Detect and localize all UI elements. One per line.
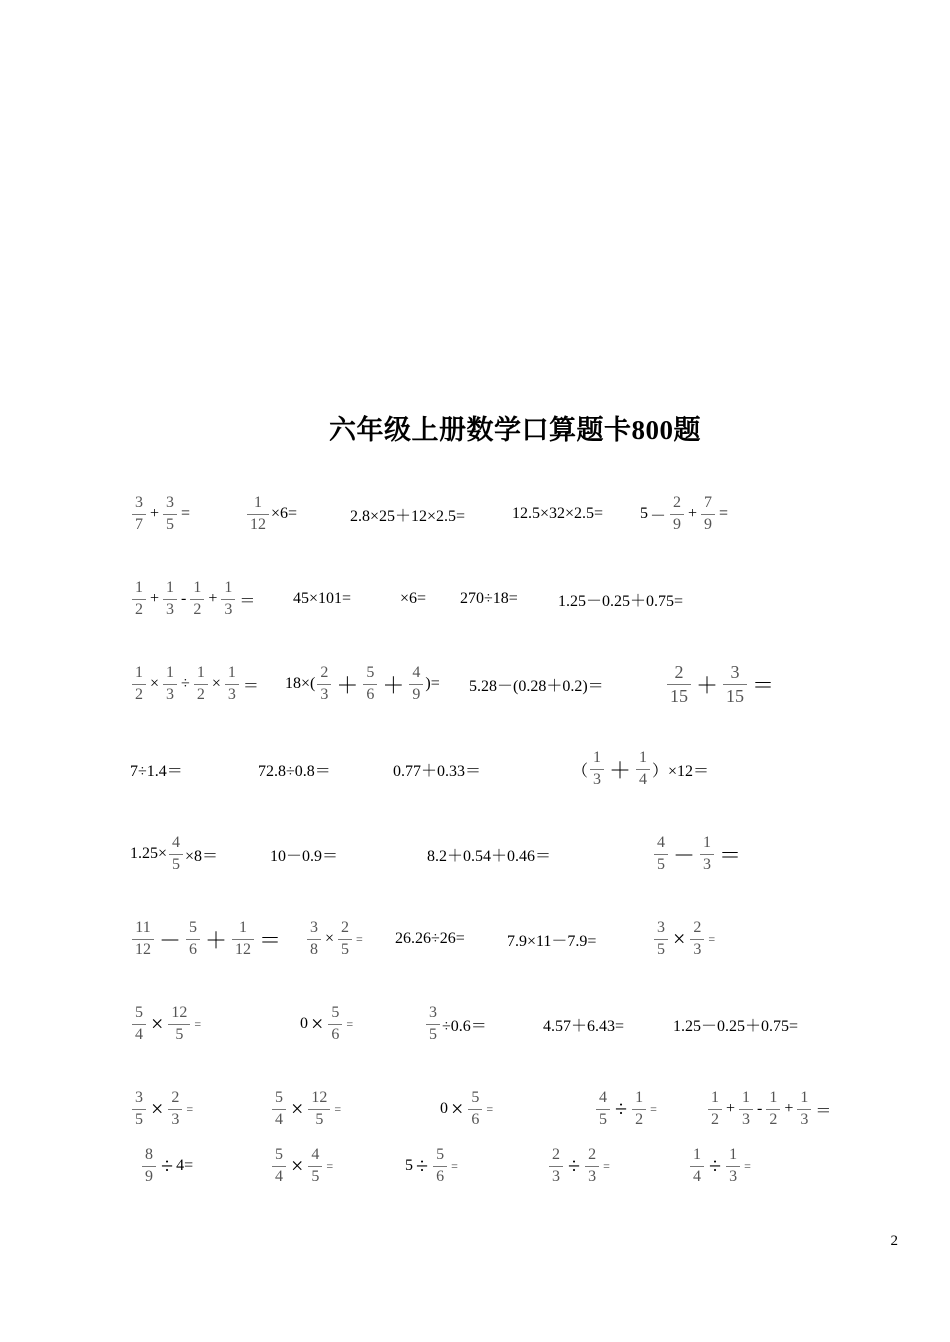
expression-text: 4.57＋6.43= bbox=[543, 1017, 625, 1035]
math-problem bbox=[469, 652, 604, 716]
fraction bbox=[132, 1090, 146, 1129]
operator: × bbox=[151, 1011, 164, 1036]
fraction-denominator: 15 bbox=[726, 685, 745, 706]
fraction-numerator: 12 bbox=[171, 1003, 188, 1021]
math-problem bbox=[300, 992, 355, 1056]
operator: = bbox=[181, 505, 191, 522]
fraction-denominator: 9 bbox=[145, 1167, 153, 1185]
math-problem bbox=[285, 652, 440, 716]
math-problem bbox=[130, 652, 261, 716]
fraction-numerator: 3 bbox=[429, 1003, 437, 1021]
expression-text: （ bbox=[572, 762, 589, 780]
math-problem bbox=[640, 482, 730, 546]
expression-text: 18×( bbox=[285, 675, 316, 692]
fraction-numerator: 1 bbox=[135, 663, 143, 681]
fraction-denominator: 2 bbox=[635, 1110, 644, 1128]
expression-text: 5 bbox=[640, 505, 648, 522]
fraction-denominator: 3 bbox=[693, 940, 702, 958]
fraction bbox=[132, 920, 154, 959]
math-problem bbox=[130, 482, 192, 546]
fraction-numerator: 4 bbox=[172, 833, 181, 851]
operator: + bbox=[784, 1100, 794, 1117]
fraction bbox=[654, 920, 668, 959]
expression-text: ）×12＝ bbox=[652, 762, 710, 780]
expression-text: 8.2＋0.54＋0.46＝ bbox=[427, 847, 552, 865]
operator: ÷ bbox=[709, 1153, 722, 1178]
fraction-denominator: 2 bbox=[193, 600, 202, 618]
operator: ＋ bbox=[609, 757, 632, 783]
expression-text: 1.25× bbox=[130, 845, 168, 862]
problem-row bbox=[0, 822, 950, 886]
math-problem bbox=[652, 822, 744, 886]
fraction-denominator: 3 bbox=[166, 600, 175, 618]
fraction-numerator: 1 bbox=[224, 578, 233, 596]
expression-text: 0 bbox=[440, 1100, 448, 1117]
fraction bbox=[590, 750, 604, 789]
fraction bbox=[739, 1090, 753, 1129]
fraction bbox=[308, 1090, 330, 1129]
page-title: 六年级上册数学口算题卡800题 bbox=[329, 415, 701, 445]
operator: ÷ bbox=[161, 1153, 174, 1178]
math-problem bbox=[350, 482, 465, 546]
fraction-numerator: 5 bbox=[275, 1088, 283, 1106]
math-problem bbox=[673, 992, 798, 1056]
fraction bbox=[307, 920, 321, 959]
fraction-numerator: 1 bbox=[193, 578, 202, 596]
operator: - bbox=[181, 590, 187, 607]
fraction-numerator: 1 bbox=[166, 578, 175, 596]
fraction-denominator: 6 bbox=[189, 940, 198, 958]
fraction-numerator: 1 bbox=[635, 1088, 644, 1106]
fraction bbox=[338, 920, 352, 959]
fraction bbox=[701, 495, 715, 534]
expression-text: 26.26÷26= bbox=[395, 930, 465, 947]
operator: + bbox=[150, 505, 160, 522]
fraction bbox=[797, 1090, 811, 1129]
operator: ＋ bbox=[382, 672, 405, 698]
fraction bbox=[596, 1090, 610, 1129]
math-problem bbox=[460, 567, 518, 631]
expression-text: 1.25－0.25＋0.75= bbox=[673, 1017, 799, 1035]
fraction-numerator: 2 bbox=[674, 661, 684, 682]
fraction bbox=[409, 665, 423, 704]
fraction bbox=[168, 1090, 182, 1129]
fraction-numerator: 11 bbox=[135, 918, 151, 936]
fraction-numerator: 12 bbox=[311, 1088, 328, 1106]
operator: × bbox=[150, 675, 160, 692]
fraction bbox=[363, 665, 377, 704]
operator: ＝ bbox=[815, 1102, 832, 1120]
expression-text: ×6= bbox=[400, 590, 427, 607]
fraction-denominator: 5 bbox=[599, 1110, 607, 1128]
expression-text: 0.77＋0.33＝ bbox=[393, 762, 482, 780]
expression-text: 7.9×11－7.9= bbox=[507, 932, 597, 950]
operator: = bbox=[708, 931, 716, 946]
math-problem bbox=[245, 482, 297, 546]
math-problem bbox=[572, 737, 709, 801]
operator: ÷ bbox=[615, 1096, 628, 1121]
fraction-numerator: 1 bbox=[227, 663, 236, 681]
fraction bbox=[247, 495, 269, 534]
math-problem bbox=[512, 482, 603, 546]
fraction-denominator: 5 bbox=[657, 940, 665, 958]
expression-text: 12.5×32×2.5= bbox=[512, 505, 604, 522]
operator: ＝ bbox=[752, 672, 775, 698]
operator: － bbox=[650, 507, 667, 525]
fraction-denominator: 3 bbox=[224, 600, 233, 618]
fraction bbox=[708, 1090, 722, 1129]
expression-text: )= bbox=[425, 675, 440, 692]
fraction-denominator: 5 bbox=[166, 515, 175, 533]
fraction bbox=[426, 1005, 440, 1044]
fraction-numerator: 1 bbox=[196, 663, 205, 681]
fraction-numerator: 4 bbox=[657, 833, 665, 851]
math-problem bbox=[558, 567, 683, 631]
operator: = bbox=[603, 1158, 610, 1173]
math-problem bbox=[270, 1134, 335, 1198]
fraction-numerator: 1 bbox=[239, 918, 248, 936]
fraction bbox=[132, 665, 146, 704]
problem-row bbox=[0, 907, 950, 971]
fraction bbox=[232, 920, 254, 959]
fraction-numerator: 4 bbox=[599, 1088, 607, 1106]
fraction-denominator: 2 bbox=[135, 685, 143, 703]
fraction-denominator: 5 bbox=[172, 855, 181, 873]
fraction-numerator: 2 bbox=[673, 493, 682, 511]
math-problem bbox=[400, 567, 426, 631]
math-problem bbox=[270, 1077, 343, 1141]
fraction bbox=[186, 920, 200, 959]
fraction-numerator: 4 bbox=[311, 1145, 320, 1163]
fraction bbox=[585, 1147, 599, 1186]
math-problem bbox=[258, 737, 331, 801]
fraction-denominator: 3 bbox=[729, 1167, 738, 1185]
expression-text: 2.8×25＋12×2.5= bbox=[350, 507, 466, 525]
operator: ＋ bbox=[696, 672, 719, 698]
problem-row bbox=[0, 652, 950, 716]
fraction-numerator: 3 bbox=[135, 1088, 143, 1106]
expression-text: 0 bbox=[300, 1015, 308, 1032]
fraction-numerator: 2 bbox=[552, 1145, 560, 1163]
fraction-denominator: 3 bbox=[588, 1167, 597, 1185]
fraction-denominator: 5 bbox=[135, 1110, 143, 1128]
math-problem bbox=[594, 1077, 659, 1141]
fraction-denominator: 6 bbox=[471, 1110, 480, 1128]
fraction-denominator: 6 bbox=[366, 685, 375, 703]
expression-text: 1.25－0.25＋0.75= bbox=[558, 592, 684, 610]
expression-text: ×6= bbox=[271, 505, 298, 522]
math-problem bbox=[395, 907, 465, 971]
fraction bbox=[700, 835, 714, 874]
fraction bbox=[690, 920, 704, 959]
fraction bbox=[726, 1147, 740, 1186]
expression-text: ×8＝ bbox=[185, 847, 219, 865]
math-problem bbox=[130, 907, 284, 971]
fraction-denominator: 7 bbox=[135, 515, 143, 533]
operator: × bbox=[211, 675, 221, 692]
fraction bbox=[654, 835, 668, 874]
fraction-numerator: 1 bbox=[711, 1088, 719, 1106]
expression-text: 7÷1.4＝ bbox=[130, 762, 183, 780]
operator: × bbox=[451, 1096, 464, 1121]
fraction-numerator: 2 bbox=[171, 1088, 180, 1106]
fraction-denominator: 4 bbox=[135, 1025, 143, 1043]
operator: = bbox=[334, 1101, 342, 1116]
operator: × bbox=[291, 1096, 304, 1121]
fraction bbox=[168, 1005, 190, 1044]
operator: = bbox=[486, 1101, 494, 1116]
problem-row bbox=[0, 737, 950, 801]
math-problem bbox=[507, 907, 596, 971]
fraction-denominator: 2 bbox=[711, 1110, 719, 1128]
fraction bbox=[667, 663, 691, 706]
fraction-numerator: 3 bbox=[310, 918, 318, 936]
operator: = bbox=[326, 1158, 334, 1173]
operator: + bbox=[726, 1100, 736, 1117]
expression-text: 10－0.9＝ bbox=[270, 847, 339, 865]
fraction-denominator: 3 bbox=[703, 855, 712, 873]
math-problem bbox=[543, 992, 624, 1056]
math-problem bbox=[665, 652, 777, 716]
expression-text: 270÷18= bbox=[460, 590, 518, 607]
fraction-numerator: 8 bbox=[145, 1145, 153, 1163]
operator: － bbox=[673, 842, 696, 868]
math-problem bbox=[130, 737, 183, 801]
fraction-denominator: 9 bbox=[704, 515, 713, 533]
fraction bbox=[766, 1090, 780, 1129]
fraction-denominator: 4 bbox=[639, 770, 648, 788]
fraction-denominator: 2 bbox=[135, 600, 143, 618]
fraction bbox=[272, 1090, 286, 1129]
fraction-denominator: 5 bbox=[175, 1025, 184, 1043]
fraction bbox=[194, 665, 208, 704]
operator: ＋ bbox=[205, 927, 228, 953]
fraction-denominator: 15 bbox=[670, 685, 688, 706]
operator: ＋ bbox=[336, 672, 359, 698]
fraction-numerator: 1 bbox=[693, 1145, 701, 1163]
fraction bbox=[468, 1090, 482, 1129]
math-problem bbox=[393, 737, 481, 801]
fraction-denominator: 5 bbox=[657, 855, 665, 873]
fraction-numerator: 1 bbox=[593, 748, 602, 766]
operator: ÷ bbox=[568, 1153, 581, 1178]
fraction bbox=[690, 1147, 704, 1186]
fraction-numerator: 5 bbox=[366, 663, 375, 681]
fraction bbox=[190, 580, 204, 619]
fraction-numerator: 7 bbox=[704, 493, 713, 511]
fraction-denominator: 3 bbox=[800, 1110, 809, 1128]
fraction-denominator: 12 bbox=[250, 515, 266, 533]
fraction bbox=[328, 1005, 342, 1044]
expression-text: 5.28－(0.28＋0.2)＝ bbox=[469, 677, 604, 695]
operator: = bbox=[744, 1158, 751, 1173]
fraction bbox=[132, 580, 146, 619]
fraction-numerator: 4 bbox=[412, 663, 421, 681]
math-problem bbox=[270, 822, 338, 886]
fraction-denominator: 2 bbox=[769, 1110, 778, 1128]
page-number: 2 bbox=[890, 1233, 898, 1249]
problem-row bbox=[0, 1134, 950, 1198]
fraction-denominator: 3 bbox=[320, 685, 329, 703]
operator: - bbox=[757, 1100, 763, 1117]
fraction-denominator: 4 bbox=[693, 1167, 701, 1185]
operator: + bbox=[150, 590, 160, 607]
fraction-numerator: 3 bbox=[657, 918, 665, 936]
fraction bbox=[632, 1090, 646, 1129]
fraction-numerator: 2 bbox=[320, 663, 329, 681]
fraction-numerator: 5 bbox=[189, 918, 198, 936]
math-problem bbox=[130, 567, 257, 631]
fraction bbox=[433, 1147, 447, 1186]
operator: － bbox=[159, 927, 182, 953]
fraction-numerator: 1 bbox=[166, 663, 175, 681]
operator: ÷ bbox=[181, 675, 190, 692]
fraction-numerator: 1 bbox=[742, 1088, 751, 1106]
math-problem bbox=[547, 1134, 612, 1198]
fraction-denominator: 3 bbox=[593, 770, 602, 788]
expression-text: 72.8÷0.8＝ bbox=[258, 762, 331, 780]
expression-text: 4= bbox=[176, 1157, 194, 1174]
operator: = bbox=[451, 1158, 458, 1173]
fraction-numerator: 3 bbox=[135, 493, 143, 511]
fraction-numerator: 5 bbox=[436, 1145, 445, 1163]
math-problem bbox=[688, 1134, 753, 1198]
operator: ＝ bbox=[239, 592, 256, 610]
fraction-numerator: 2 bbox=[341, 918, 350, 936]
fraction-denominator: 6 bbox=[436, 1167, 445, 1185]
operator: = bbox=[194, 1016, 202, 1031]
math-problem bbox=[427, 822, 551, 886]
fraction bbox=[142, 1147, 156, 1186]
fraction bbox=[163, 580, 177, 619]
fraction-denominator: 9 bbox=[673, 515, 682, 533]
fraction-numerator: 2 bbox=[693, 918, 702, 936]
fraction bbox=[132, 1005, 146, 1044]
math-problem bbox=[652, 907, 717, 971]
fraction bbox=[225, 665, 239, 704]
fraction bbox=[132, 495, 146, 534]
operator: × bbox=[673, 926, 686, 951]
math-problem bbox=[440, 1077, 495, 1141]
fraction-numerator: 1 bbox=[703, 833, 712, 851]
fraction-denominator: 5 bbox=[315, 1110, 324, 1128]
fraction-numerator: 1 bbox=[135, 578, 143, 596]
fraction-numerator: 5 bbox=[471, 1088, 480, 1106]
math-problem bbox=[130, 822, 218, 886]
expression-text: 45×101= bbox=[293, 590, 352, 607]
fraction-denominator: 4 bbox=[275, 1110, 283, 1128]
fraction-denominator: 3 bbox=[227, 685, 236, 703]
fraction-denominator: 3 bbox=[742, 1110, 751, 1128]
fraction-denominator: 12 bbox=[135, 940, 151, 958]
fraction-denominator: 2 bbox=[196, 685, 205, 703]
fraction bbox=[221, 580, 235, 619]
fraction-numerator: 5 bbox=[275, 1145, 283, 1163]
fraction-denominator: 5 bbox=[311, 1167, 320, 1185]
fraction-numerator: 5 bbox=[331, 1003, 340, 1021]
fraction-numerator: 1 bbox=[800, 1088, 809, 1106]
fraction bbox=[163, 665, 177, 704]
fraction-denominator: 12 bbox=[235, 940, 252, 958]
fraction bbox=[163, 495, 177, 534]
fraction bbox=[636, 750, 650, 789]
math-problem bbox=[130, 992, 203, 1056]
operator: ÷ bbox=[416, 1153, 429, 1178]
math-problem bbox=[293, 567, 351, 631]
fraction-denominator: 4 bbox=[275, 1167, 283, 1185]
operator: × bbox=[311, 1011, 324, 1036]
operator: = bbox=[186, 1101, 194, 1116]
operator: × bbox=[291, 1153, 304, 1178]
fraction-numerator: 1 bbox=[254, 493, 262, 511]
fraction bbox=[169, 835, 183, 874]
fraction-numerator: 2 bbox=[588, 1145, 597, 1163]
fraction-denominator: 3 bbox=[171, 1110, 180, 1128]
operator: = bbox=[719, 505, 729, 522]
operator: + bbox=[208, 590, 218, 607]
math-problem bbox=[405, 1134, 460, 1198]
problem-row bbox=[0, 992, 950, 1056]
fraction-numerator: 1 bbox=[639, 748, 648, 766]
operator: × bbox=[325, 930, 335, 947]
fraction bbox=[317, 665, 331, 704]
expression-text: 5 bbox=[405, 1157, 413, 1174]
fraction-denominator: 3 bbox=[552, 1167, 560, 1185]
operator: = bbox=[346, 1016, 354, 1031]
problem-row bbox=[0, 482, 950, 546]
operator: = bbox=[356, 931, 363, 946]
fraction-denominator: 5 bbox=[429, 1025, 437, 1043]
fraction-denominator: 5 bbox=[341, 940, 350, 958]
math-problem bbox=[424, 992, 487, 1056]
fraction bbox=[272, 1147, 286, 1186]
fraction-denominator: 3 bbox=[166, 685, 175, 703]
problem-row bbox=[0, 1077, 950, 1141]
fraction-numerator: 1 bbox=[769, 1088, 778, 1106]
operator: = bbox=[650, 1101, 657, 1116]
fraction-numerator: 3 bbox=[166, 493, 175, 511]
math-problem bbox=[140, 1134, 193, 1198]
fraction-numerator: 3 bbox=[730, 661, 740, 682]
fraction bbox=[549, 1147, 563, 1186]
operator: ＝ bbox=[719, 842, 742, 868]
fraction-denominator: 8 bbox=[310, 940, 318, 958]
expression-text: ÷0.6＝ bbox=[442, 1017, 487, 1035]
operator: ＝ bbox=[242, 677, 259, 695]
fraction-denominator: 6 bbox=[331, 1025, 340, 1043]
problem-row bbox=[0, 567, 950, 631]
math-problem bbox=[706, 1077, 833, 1141]
fraction bbox=[723, 663, 747, 706]
operator: × bbox=[151, 1096, 164, 1121]
operator: + bbox=[688, 505, 698, 522]
fraction bbox=[308, 1147, 322, 1186]
math-problem bbox=[305, 907, 365, 971]
operator: ＝ bbox=[259, 927, 282, 953]
fraction-numerator: 5 bbox=[135, 1003, 143, 1021]
fraction-denominator: 9 bbox=[412, 685, 421, 703]
math-problem bbox=[130, 1077, 195, 1141]
fraction bbox=[670, 495, 684, 534]
fraction-numerator: 1 bbox=[729, 1145, 738, 1163]
